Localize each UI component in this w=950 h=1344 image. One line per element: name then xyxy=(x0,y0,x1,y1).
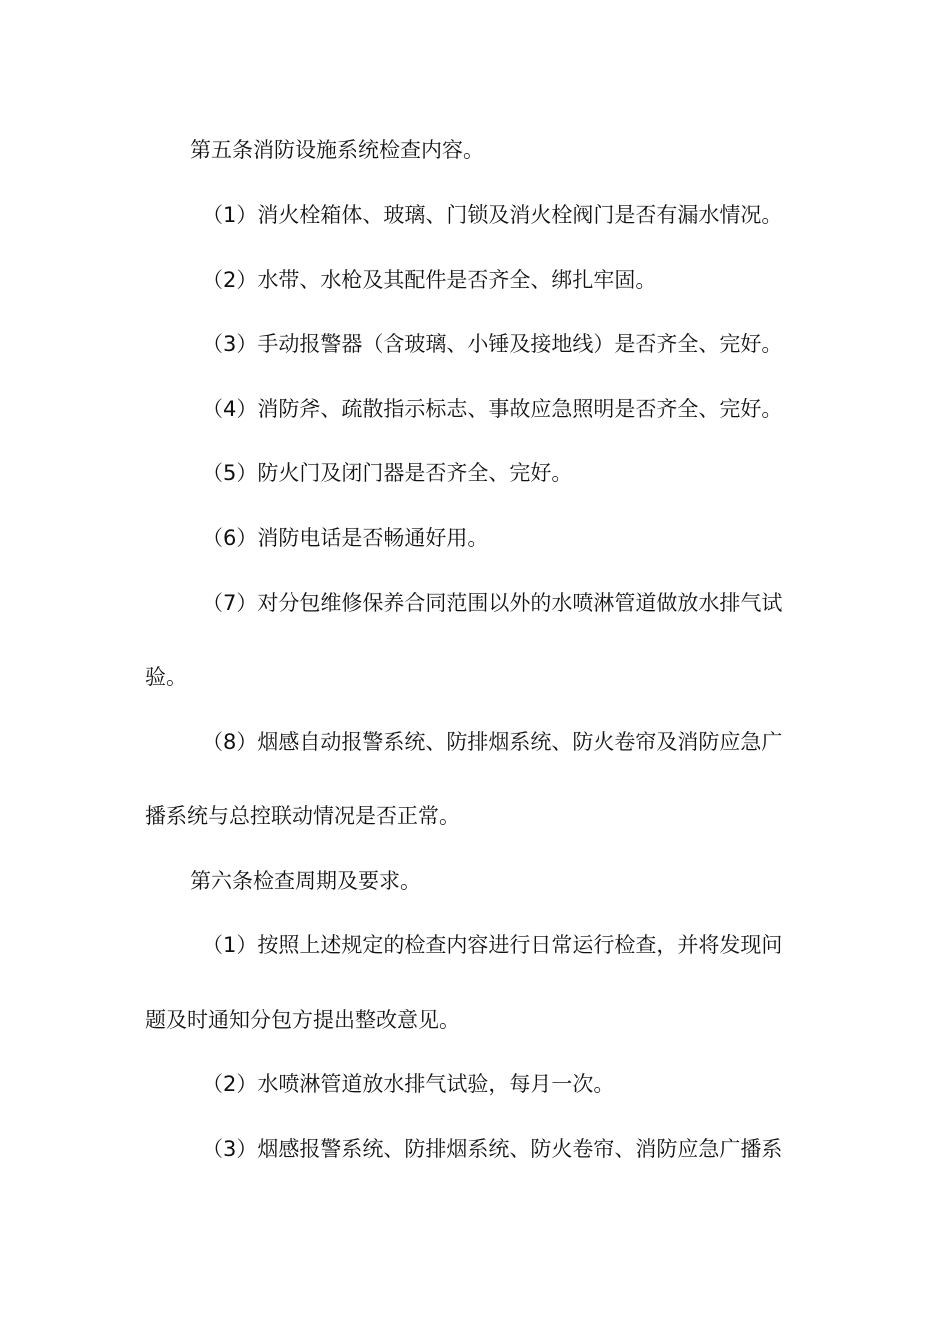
section-5-item-8-continuation: 播系统与总控联动情况是否正常。 xyxy=(145,804,460,828)
section-5-item-8: （8）烟感自动报警系统、防排烟系统、防火卷帘及消防应急广 xyxy=(202,730,783,754)
section-5-item-4: （4）消防斧、疏散指示标志、事故应急照明是否齐全、完好。 xyxy=(202,397,783,421)
section-6-item-1-continuation: 题及时通知分包方提出整改意见。 xyxy=(145,1008,460,1032)
section-5-item-2: （2）水带、水枪及其配件是否齐全、绑扎牢固。 xyxy=(202,268,657,292)
section-5-item-6: （6）消防电话是否畅通好用。 xyxy=(202,526,489,550)
section-6-item-2: （2）水喷淋管道放水排气试验，每月一次。 xyxy=(202,1072,615,1096)
section-5-item-3: （3）手动报警器（含玻璃、小锤及接地线）是否齐全、完好。 xyxy=(202,332,783,356)
section-5-heading: 第五条消防设施系统检查内容。 xyxy=(190,138,484,162)
section-5-item-7-continuation: 验。 xyxy=(145,665,187,689)
section-6-heading: 第六条检查周期及要求。 xyxy=(190,869,421,893)
section-6-item-3: （3）烟感报警系统、防排烟系统、防火卷帘、消防应急广播系 xyxy=(202,1137,783,1161)
section-5-item-7: （7）对分包维修保养合同范围以外的水喷淋管道做放水排气试 xyxy=(202,591,783,615)
section-5-item-1: （1）消火栓箱体、玻璃、门锁及消火栓阀门是否有漏水情况。 xyxy=(202,203,783,227)
section-5-item-5: （5）防火门及闭门器是否齐全、完好。 xyxy=(202,461,573,485)
section-6-item-1: （1）按照上述规定的检查内容进行日常运行检查，并将发现问 xyxy=(202,933,783,957)
